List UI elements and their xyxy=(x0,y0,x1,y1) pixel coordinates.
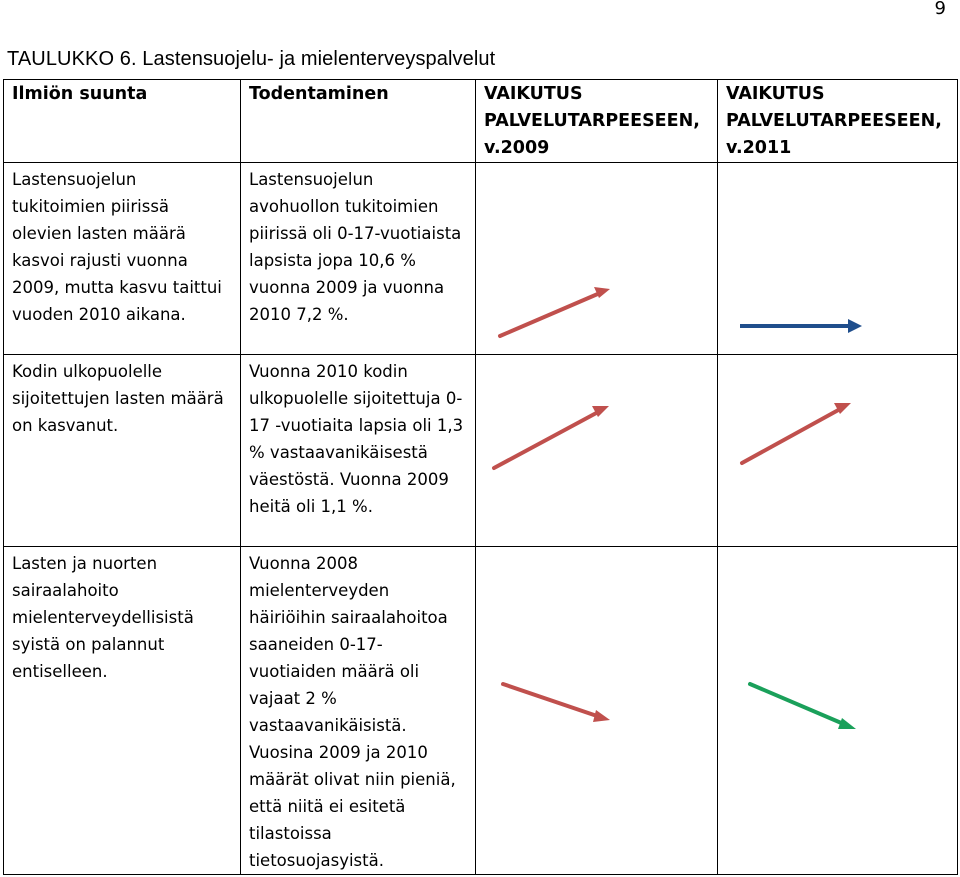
arrow-down-right-icon xyxy=(476,547,718,874)
header-todentaminen: Todentaminen xyxy=(241,80,476,163)
arrow-down-right-icon xyxy=(718,547,958,874)
vaikutus-2009-cell xyxy=(476,355,718,547)
header-row xyxy=(4,80,958,163)
arrow-up-right-icon xyxy=(718,355,958,547)
page-number: 9 xyxy=(934,0,946,19)
arrow-right-icon xyxy=(718,163,958,355)
header-vaikutus-2009: VAIKUTUS PALVELUTARPEESEEN, v.2009 xyxy=(476,80,718,163)
vaikutus-2009-cell xyxy=(476,163,718,355)
ilmio-cell: Lasten ja nuorten sairaalahoito mielenterveydellisistä syistä on palannut entiselleen. xyxy=(4,547,241,875)
arrow-up-right-icon xyxy=(476,163,718,355)
table-row xyxy=(4,163,958,355)
todentaminen-cell: Vuonna 2008 mielenterveyden häiriöihin sairaalahoitoa saaneiden 0-17-vuotiaiden määrä oli vajaat 2 % vastaavanikäisistä. Vuosina 2009 ja 2010 määrät olivat niin pieniä, että niitä ei esitetä tilastoissa tietosuojasyistä. xyxy=(241,547,476,875)
table-row xyxy=(4,355,958,547)
vaikutus-2009-cell xyxy=(476,547,718,875)
vaikutus-2011-cell xyxy=(718,163,958,355)
ilmio-cell: Lastensuojelun tukitoimien piirissä olevien lasten määrä kasvoi rajusti vuonna 2009, mutta kasvu taittui vuoden 2010 aikana. xyxy=(4,163,241,355)
todentaminen-cell: Vuonna 2010 kodin ulkopuolelle sijoitettuja 0-17 -vuotiaita lapsia oli 1,3 % vastaavanikäisestä väestöstä. Vuonna 2009 heitä oli 1,1 %. xyxy=(241,355,476,547)
table-title: TAULUKKO 6. Lastensuojelu- ja mielenterveyspalvelut xyxy=(7,48,496,70)
header-ilmion-suunta: Ilmiön suunta xyxy=(4,80,241,163)
ilmio-cell: Kodin ulkopuolelle sijoitettujen lasten määrä on kasvanut. xyxy=(4,355,241,547)
table-row xyxy=(4,547,958,875)
services-table xyxy=(3,79,958,875)
header-vaikutus-2011: VAIKUTUS PALVELUTARPEESEEN, v.2011 xyxy=(718,80,958,163)
todentaminen-cell: Lastensuojelun avohuollon tukitoimien piirissä oli 0-17-vuotiaista lapsista jopa 10,6 % vuonna 2009 ja vuonna 2010 7,2 %. xyxy=(241,163,476,355)
vaikutus-2011-cell xyxy=(718,355,958,547)
arrow-up-right-icon xyxy=(476,355,718,547)
vaikutus-2011-cell xyxy=(718,547,958,875)
